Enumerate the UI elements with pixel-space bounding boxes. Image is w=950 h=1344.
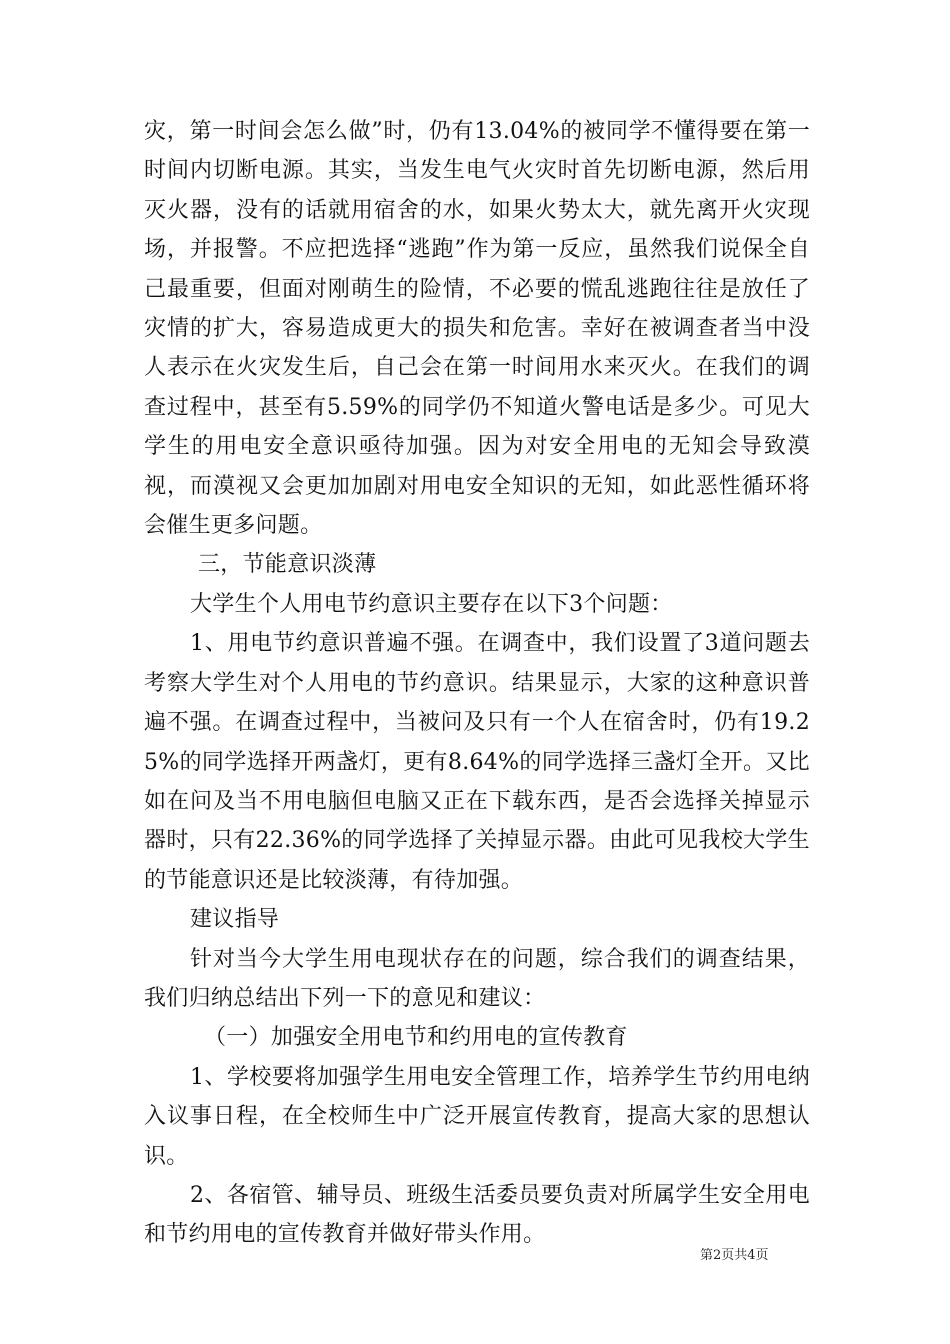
subheading-publicity-education: （一）加强安全用电节和约用电的宣传教育 xyxy=(204,1025,628,1051)
page-number-footer: 第2页共4页 xyxy=(700,1248,769,1263)
paragraph-three-problems-intro: 大学生个人用电节约意识主要存在以下3个问题： xyxy=(190,591,673,617)
section-heading-energy-saving: 三，节能意识淡薄 xyxy=(198,552,377,578)
paragraph-fire-safety-continued: 灾，第一时间会怎么做”时，仍有13.04%的被同学不懂得要在第一时间内切断电源。其实，当发生电气火灾时首先切断电源，然后用灭火器，没有的话就用宿舍的水，如果火势太大，就先离开火灾现场，并报警。不应把选择“逃跑”作为第一反应，虽然我们说保全自己最重要，但面对刚萌生的险情，不必要的慌乱逃跑往往是放任了灾情的扩大，容易造成更大的损失和危害。幸好在被调查者当中没人表示在火灾发生后，自己会在第一时间用水来灭火。在我们的调查过程中，甚至有5.59%的同学仍不知道火警电话是多少。可见大学生的用电安全意识亟待加强。因为对安全用电的无知会导致漠视，而漠视又会更加加剧对用电安全知识的无知，如此恶性循环将会催生更多问题。 xyxy=(144,119,810,539)
paragraph-suggestion-2: 2、各宿管、辅导员、班级生活委员要负责对所属学生安全用电和节约用电的宣传教育并做好带头作用。 xyxy=(144,1182,810,1248)
paragraph-suggestion-1: 1、学校要将加强学生用电安全管理工作，培养学生节约用电纳入议事日程，在全校师生中广泛开展宣传教育，提高大家的思想认识。 xyxy=(144,1064,810,1169)
section-heading-suggestions: 建议指导 xyxy=(190,907,280,933)
paragraph-suggestions-intro: 针对当今大学生用电现状存在的问题，综合我们的调查结果，我们归纳总结出下列一下的意见和建议： xyxy=(144,946,810,1011)
document-body xyxy=(144,112,810,1255)
paragraph-problem-1: 1、用电节约意识普遍不强。在调查中，我们设置了3道问题去考察大学生对个人用电的节约意识。结果显示，大家的这种意识普遍不强。在调查过程中，当被问及只有一个人在宿舍时，仍有19.25%的同学选择开两盏灯，更有8.64%的同学选择三盏灯全开。又比如在问及当不用电脑但电脑又正在下载东西，是否会选择关掉显示器时，只有22.36%的同学选择了关掉显示器。由此可见我校大学生的节能意识还是比较淡薄，有待加强。 xyxy=(144,631,810,893)
